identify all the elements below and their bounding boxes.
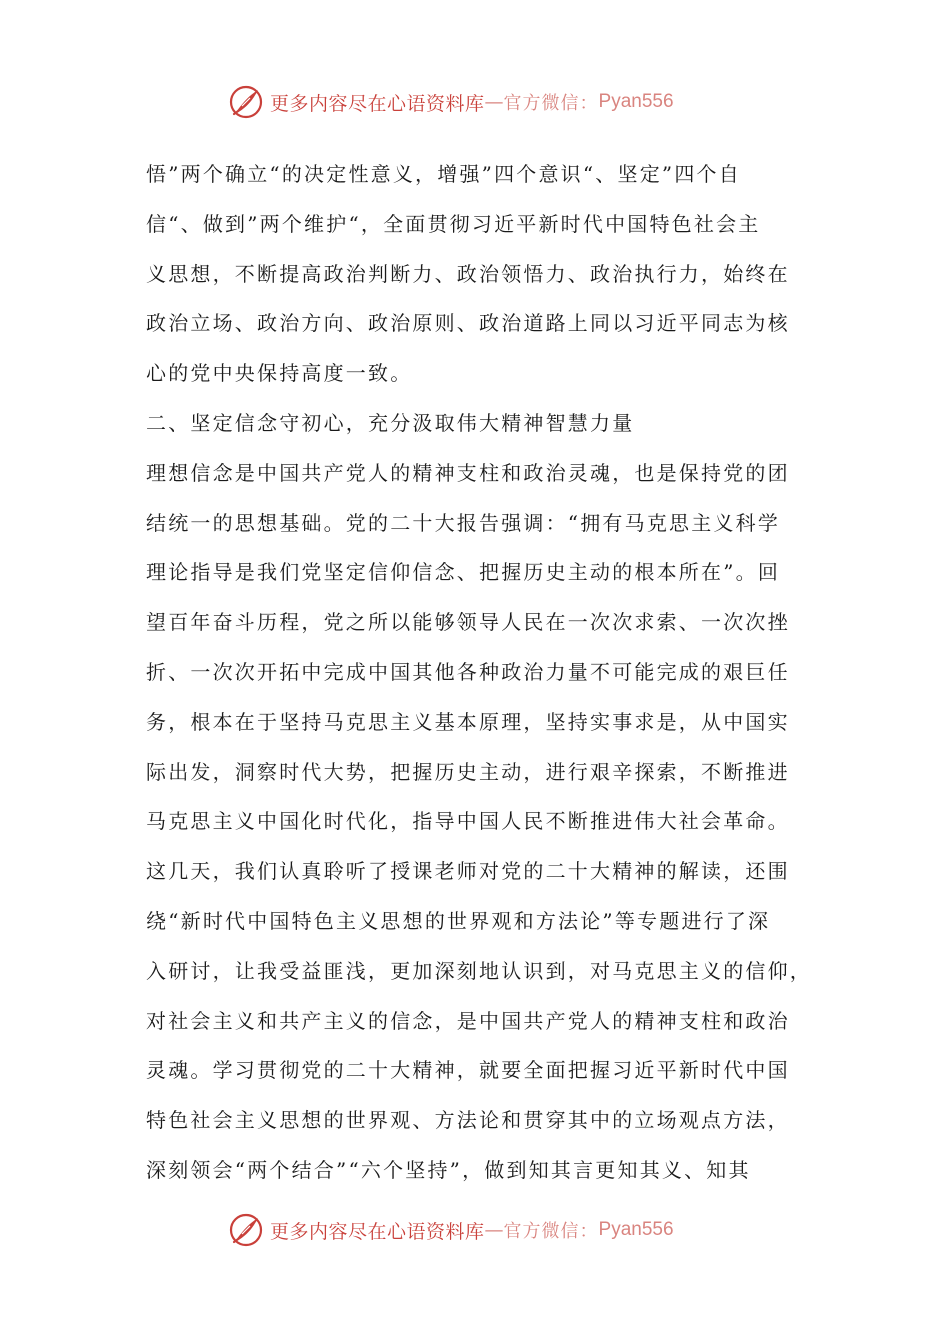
document-body [146, 150, 816, 1196]
pen-quill-logo-icon [228, 1212, 264, 1248]
body-line: 折、一次次开拓中完成中国其他各种政治力量不可能完成的艰巨任 [146, 659, 790, 684]
body-line: 悟”两个确立“的决定性意义，增强”四个意识“、坚定”四个自 [146, 162, 741, 186]
body-line: 灵魂。学习贯彻党的二十大精神，就要全面把握习近平新时代中国 [146, 1058, 790, 1083]
header-banner-separator: — [484, 91, 504, 113]
body-line: 望百年奋斗历程，党之所以能够领导人民在一次次求索、一次次挫 [146, 610, 790, 635]
body-line: 深刻领会“两个结合”“六个坚持”，做到知其言更知其义、知其 [146, 1157, 751, 1182]
body-line: 政治立场、政治方向、政治原则、政治道路上同以习近平同志为核 [146, 311, 790, 336]
footer-banner [228, 1210, 748, 1250]
footer-wechat-id: Pyan556 [598, 1219, 674, 1240]
pen-quill-logo-icon [228, 84, 264, 120]
body-line: 绕“新时代中国特色主义思想的世界观和方法论”等专题进行了深 [146, 908, 771, 933]
body-line: 这几天，我们认真聆听了授课老师对党的二十大精神的解读，还围 [146, 859, 790, 884]
body-line: 信“、做到”两个维护“，全面贯彻习近平新时代中国特色社会主 [146, 211, 761, 236]
footer-banner-separator: — [484, 1219, 504, 1241]
body-line: 务，根本在于坚持马克思主义基本原理，坚持实事求是，从中国实 [146, 709, 790, 734]
body-line: 义思想，不断提高政治判断力、政治领悟力、政治执行力，始终在 [146, 261, 790, 286]
header-banner-text: 更多内容尽在心语资料库 [270, 92, 485, 115]
footer-wechat-label: 官方微信： [503, 1221, 599, 1242]
section-heading: 二、坚定信念守初心，充分汲取伟大精神智慧力量 [146, 410, 635, 435]
body-line: 理想信念是中国共产党人的精神支柱和政治灵魂，也是保持党的团 [146, 460, 790, 485]
body-line: 入研讨，让我受益匪浅，更加深刻地认识到，对马克思主义的信仰， [146, 958, 812, 983]
header-banner [228, 82, 748, 122]
header-wechat-id: Pyan556 [598, 91, 674, 112]
header-wechat-label: 官方微信： [503, 93, 599, 114]
body-line: 结统一的思想基础。党的二十大报告强调：“拥有马克思主义科学 [146, 510, 781, 535]
body-line: 马克思主义中国化时代化，指导中国人民不断推进伟大社会革命。 [146, 809, 790, 834]
footer-banner-text: 更多内容尽在心语资料库 [270, 1220, 485, 1243]
body-line: 对社会主义和共产主义的信念，是中国共产党人的精神支柱和政治 [146, 1008, 790, 1033]
body-line: 特色社会主义思想的世界观、方法论和贯穿其中的立场观点方法， [146, 1108, 790, 1133]
body-line: 际出发，洞察时代大势，把握历史主动，进行艰辛探索，不断推进 [146, 759, 790, 784]
body-line: 心的党中央保持高度一致。 [146, 361, 413, 386]
body-line: 理论指导是我们党坚定信仰信念、把握历史主动的根本所在”。回 [146, 560, 781, 585]
